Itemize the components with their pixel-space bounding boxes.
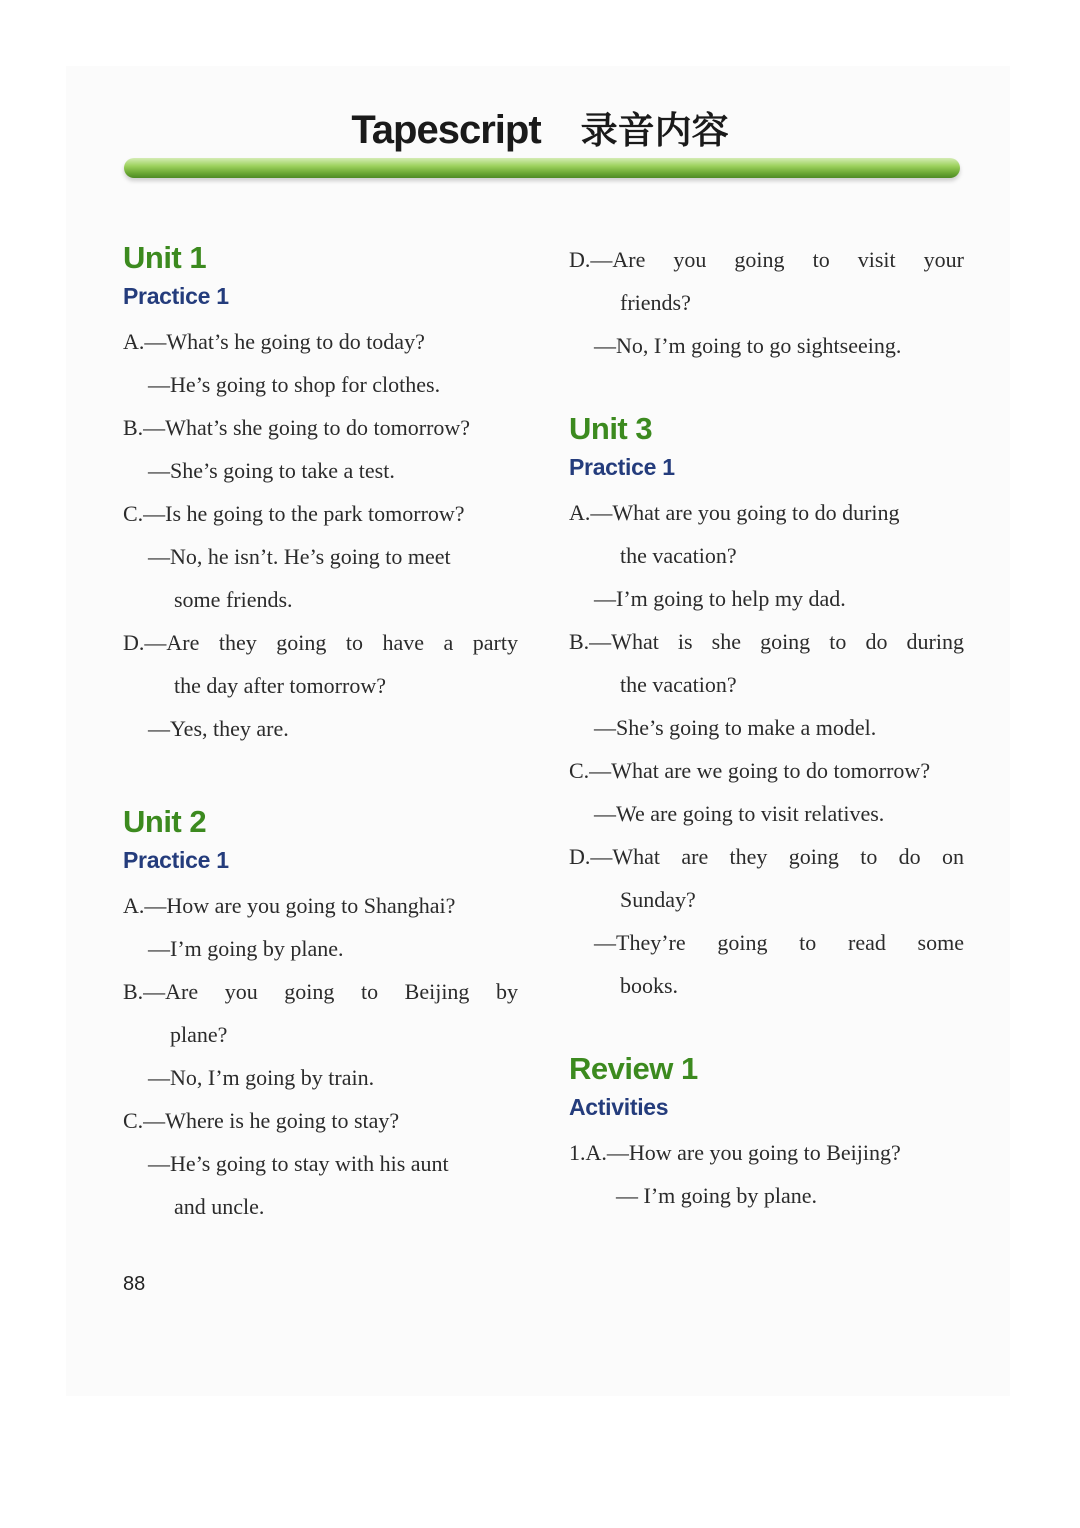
left-column — [123, 238, 518, 1228]
dialogue-line: C.—Where is he going to stay? — [123, 1108, 400, 1133]
section-spacer — [123, 750, 518, 802]
unit-3-section — [569, 409, 964, 1007]
unit-heading: Unit 3 — [569, 411, 653, 446]
review-1-section — [569, 1049, 964, 1217]
dialogue-line: B.—Are you going to Beijing by — [123, 979, 518, 1004]
dialogue-line: —No, he isn’t. He’s going to meet — [148, 544, 451, 569]
dialogue-line: —No, I’m going to go sightseeing. — [594, 333, 902, 358]
dialogue-line: 1.A.—How are you going to Beijing? — [569, 1140, 901, 1165]
unit-heading: Unit 2 — [123, 804, 207, 839]
dialogue-line: —They’re going to read some — [594, 930, 964, 955]
dialogue-line: A.—What’s he going to do today? — [123, 329, 425, 354]
unit-2-continued — [569, 238, 964, 367]
dialogue-line: plane? — [170, 1022, 228, 1047]
unit-1-section — [123, 238, 518, 750]
activities-heading: Activities — [569, 1094, 669, 1120]
dialogue-line: C.—Is he going to the park tomorrow? — [123, 501, 465, 526]
page-title — [0, 100, 1080, 154]
dialogue-line: A.—How are you going to Shanghai? — [123, 893, 456, 918]
dialogue-line: —I’m going by plane. — [148, 936, 344, 961]
title-english: Tapescript — [351, 108, 541, 152]
dialogue-line: —He’s going to stay with his aunt — [148, 1151, 449, 1176]
dialogue-line: —She’s going to take a test. — [148, 458, 395, 483]
dialogue-line: friends? — [620, 290, 691, 315]
dialogue-line: —He’s going to shop for clothes. — [148, 372, 441, 397]
dialogue-line: —We are going to visit relatives. — [594, 801, 885, 826]
unit-heading: Review 1 — [569, 1051, 698, 1086]
unit-heading: Unit 1 — [123, 240, 207, 275]
practice-heading: Practice 1 — [123, 283, 229, 309]
dialogue-line: some friends. — [174, 587, 293, 612]
dialogue-line: the day after tomorrow? — [174, 673, 386, 698]
dialogue-line: —Yes, they are. — [148, 716, 289, 741]
dialogue-line: —I’m going to help my dad. — [594, 586, 846, 611]
dialogue-line: B.—What’s she going to do tomorrow? — [123, 415, 471, 440]
dialogue-line: books. — [620, 973, 679, 998]
dialogue-line: A.—What are you going to do during — [569, 500, 900, 525]
dialogue-line: C.—What are we going to do tomorrow? — [569, 758, 931, 783]
dialogue-line: the vacation? — [620, 672, 737, 697]
dialogue-line: —No, I’m going by train. — [148, 1065, 375, 1090]
practice-heading: Practice 1 — [569, 454, 675, 480]
dialogue-line: —She’s going to make a model. — [594, 715, 877, 740]
practice-heading: Practice 1 — [123, 847, 229, 873]
dialogue-line: — I’m going by plane. — [616, 1183, 818, 1208]
dialogue-line: and uncle. — [174, 1194, 265, 1219]
dialogue-line: D.—Are you going to visit your — [569, 247, 964, 272]
right-column — [569, 238, 964, 1217]
unit-2-section — [123, 802, 518, 1228]
page-number: 88 — [123, 1273, 146, 1295]
title-divider-bar — [124, 158, 960, 178]
title-chinese: 录音内容 — [580, 108, 729, 152]
dialogue-line: the vacation? — [620, 543, 737, 568]
dialogue-line: D.—What are they going to do on — [569, 844, 964, 869]
section-spacer — [569, 367, 964, 409]
dialogue-line: Sunday? — [620, 887, 696, 912]
dialogue-line: D.—Are they going to have a party — [123, 630, 518, 655]
section-spacer — [569, 1007, 964, 1049]
dialogue-line: B.—What is she going to do during — [569, 629, 964, 654]
